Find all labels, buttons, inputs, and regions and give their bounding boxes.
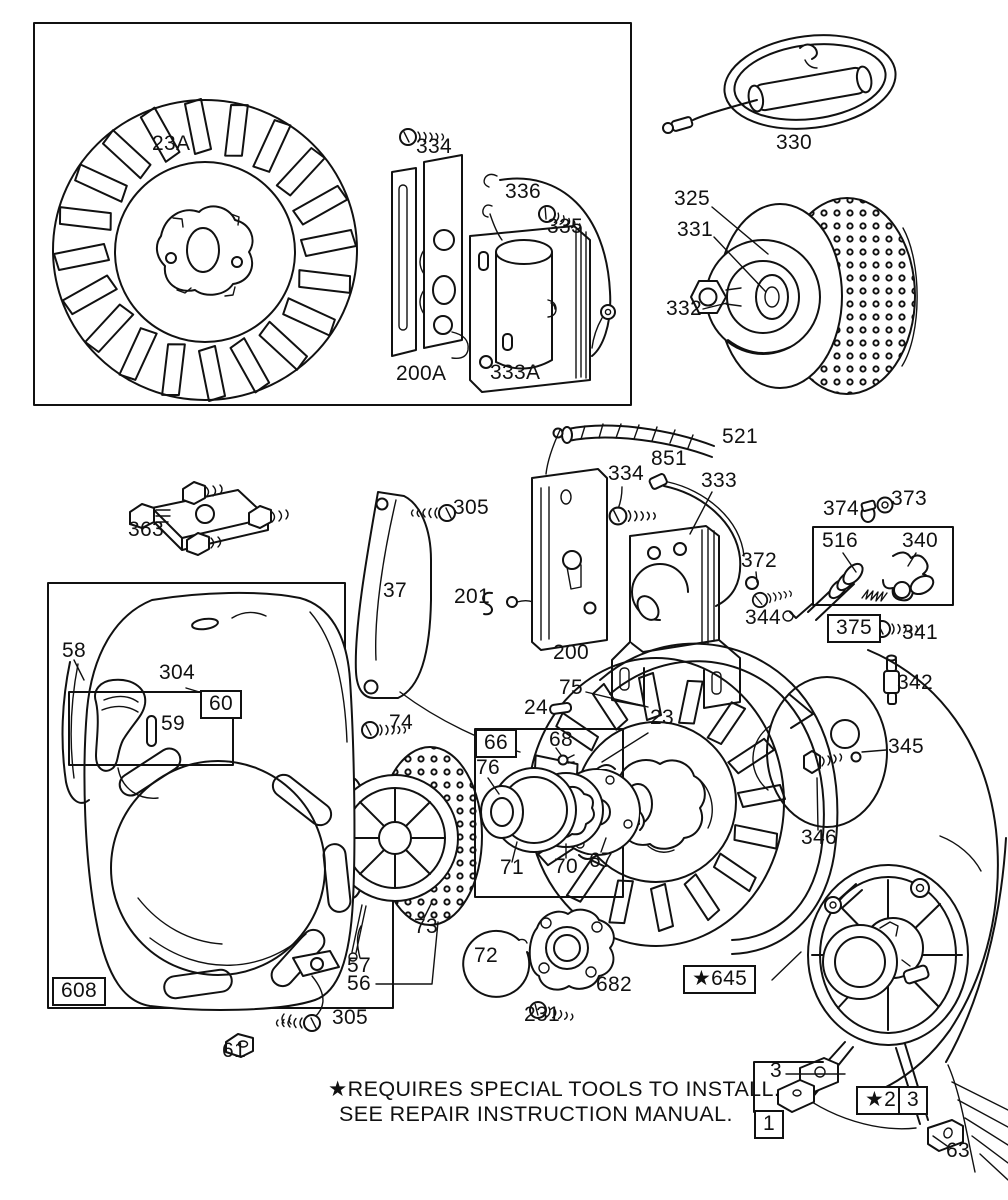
part-label-74: 74 bbox=[389, 711, 413, 734]
part-label-72: 72 bbox=[474, 944, 498, 967]
part-label-363: 363 bbox=[128, 518, 164, 541]
rope-handle-330 bbox=[663, 26, 901, 138]
part-label-63: 63 bbox=[946, 1139, 970, 1162]
washer-305 bbox=[282, 1014, 291, 1024]
part-label-331: 331 bbox=[677, 218, 713, 241]
screws-374-373 bbox=[861, 498, 892, 523]
part-label-57: 57 bbox=[347, 954, 371, 977]
part-label-1: 1 bbox=[754, 1110, 784, 1139]
part-label-336: 336 bbox=[505, 180, 541, 203]
part-label-372: 372 bbox=[741, 549, 777, 572]
part-label-3-box: 3 bbox=[898, 1086, 928, 1115]
screw-334-mid bbox=[610, 508, 656, 525]
part-label-71: 71 bbox=[500, 856, 524, 879]
part-label-59: 59 bbox=[161, 712, 185, 735]
part-label-332: 332 bbox=[666, 297, 702, 320]
part-label-334-top: 334 bbox=[416, 135, 452, 158]
part-label-346: 346 bbox=[801, 826, 837, 849]
part-label-23: 23 bbox=[650, 706, 674, 729]
part-label-333A: 333A bbox=[490, 361, 541, 384]
part-label-340: 340 bbox=[902, 529, 938, 552]
footnote-line-1: ★REQUIRES SPECIAL TOOLS TO INSTALL. bbox=[328, 1077, 781, 1101]
screw-68 bbox=[559, 755, 575, 765]
part-label-70: 70 bbox=[554, 855, 578, 878]
part-label-325: 325 bbox=[674, 187, 710, 210]
part-label-37: 37 bbox=[383, 579, 407, 602]
part-label-330: 330 bbox=[776, 131, 812, 154]
part-label-201: 201 bbox=[454, 585, 490, 608]
part-label-200A: 200A bbox=[396, 362, 447, 385]
leader-645 bbox=[772, 952, 801, 980]
part-label-682: 682 bbox=[596, 973, 632, 996]
part-label-305-bottom: 305 bbox=[332, 1006, 368, 1029]
s-hook-201 bbox=[483, 593, 539, 615]
flywheel-23A bbox=[53, 99, 357, 401]
part-label-304: 304 bbox=[159, 661, 195, 684]
key-24 bbox=[550, 703, 572, 715]
part-label-375: 375 bbox=[827, 614, 881, 643]
part-label-67: 67 bbox=[589, 849, 613, 872]
backing-plate-345-346 bbox=[753, 677, 887, 830]
brace-37 bbox=[356, 492, 520, 752]
part-label-24: 24 bbox=[524, 696, 548, 719]
part-label-73: 73 bbox=[414, 915, 438, 938]
part-label-645: ★645 bbox=[683, 965, 756, 994]
rotating-screen-325 bbox=[691, 198, 917, 394]
footnote-line-2: SEE REPAIR INSTRUCTION MANUAL. bbox=[339, 1102, 733, 1126]
part-label-58: 58 bbox=[62, 639, 86, 662]
fuel-line-521 bbox=[554, 424, 715, 457]
part-label-333: 333 bbox=[701, 469, 737, 492]
armature-333-assembly bbox=[612, 473, 744, 708]
part-label-373: 373 bbox=[891, 487, 927, 510]
part-label-68: 68 bbox=[549, 728, 573, 751]
screws-372-344 bbox=[746, 572, 793, 609]
armature-bracket-200A bbox=[392, 155, 468, 358]
part-label-608: 608 bbox=[52, 977, 106, 1006]
part-label-521: 521 bbox=[722, 425, 758, 448]
part-label-66: 66 bbox=[475, 729, 517, 758]
screw-305-bottom bbox=[277, 1015, 321, 1031]
part-label-341: 341 bbox=[902, 621, 938, 644]
blower-housing-608 bbox=[84, 593, 354, 1017]
part-label-231: 231 bbox=[524, 1003, 560, 1026]
part-label-335: 335 bbox=[547, 215, 583, 238]
part-label-344: 344 bbox=[745, 606, 781, 629]
part-label-23A: 23A bbox=[152, 132, 191, 155]
part-label-342: 342 bbox=[897, 671, 933, 694]
part-label-374: 374 bbox=[823, 497, 859, 520]
part-label-200: 200 bbox=[553, 641, 589, 664]
part-label-2-star: ★2 bbox=[856, 1086, 905, 1115]
washer-76 bbox=[481, 786, 523, 838]
part-label-334-mid: 334 bbox=[608, 462, 644, 485]
part-label-305-mid: 305 bbox=[453, 496, 489, 519]
part-label-345: 345 bbox=[888, 735, 924, 758]
part-label-516: 516 bbox=[822, 529, 858, 552]
part-label-851: 851 bbox=[651, 447, 687, 470]
part-label-56: 56 bbox=[347, 972, 371, 995]
part-label-3-leader: 3 bbox=[770, 1059, 782, 1082]
part-label-61: 61 bbox=[222, 1039, 246, 1062]
part-label-76: 76 bbox=[476, 756, 500, 779]
part-label-75: 75 bbox=[559, 676, 583, 699]
bracket-200 bbox=[532, 430, 607, 650]
part-label-60: 60 bbox=[200, 690, 242, 719]
